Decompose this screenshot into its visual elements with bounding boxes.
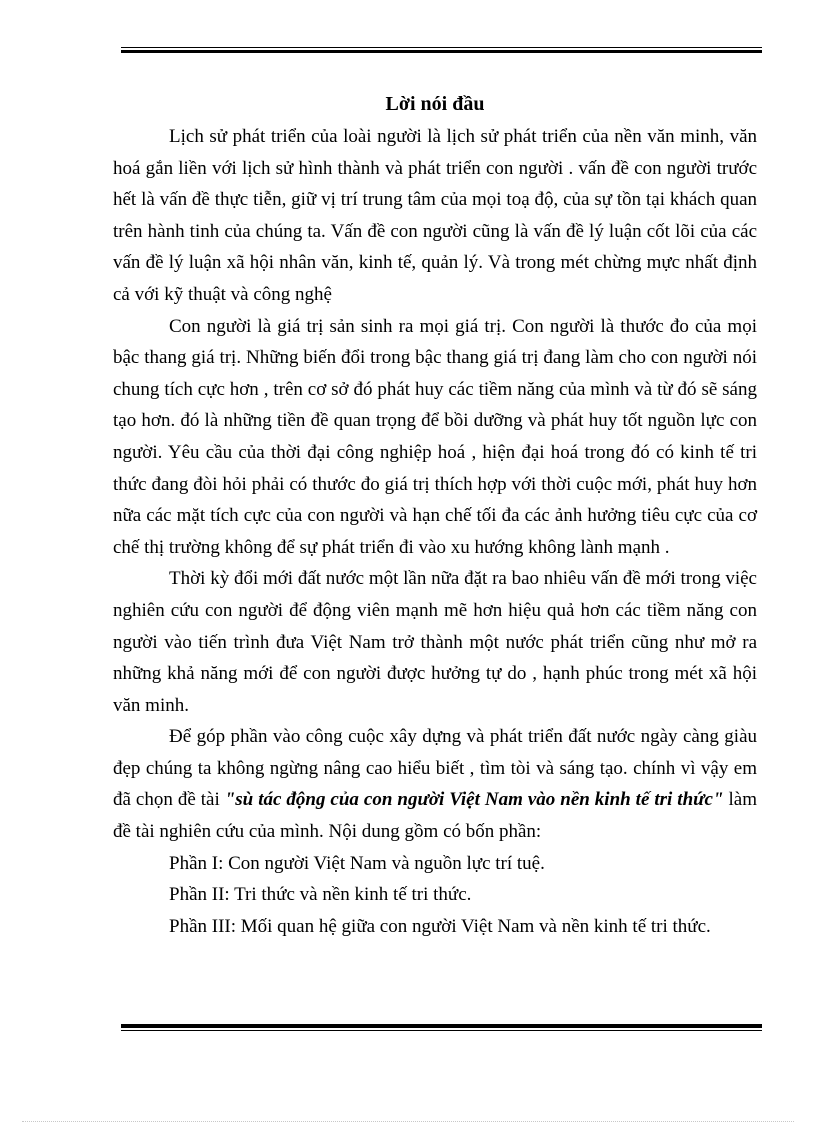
paragraph-2: Con người là giá trị sản sinh ra mọi giá trị. Con người là thước đo của mọi bậc thang giá trị. Những biến đổi trong bậc thang giá trị đang làm cho con người nói chung tích cực hơn , trên cơ sở đó phát huy các tiềm năng của mình và từ đó sẽ sáng tạo hơn. đó là những tiền đề quan trọng để bồi dưỡng và phát huy tốt nguồn lực con người. Yêu cầu của thời đại công nghiệp hoá , hiện đại hoá trong đó có kinh tế tri thức đang đòi hỏi phải có thước đo giá trị thích hợp với thời cuộc mới, phát huy hơn nữa các mặt tích cực của con người và hạn chế tối đa các ảnh hưởng tiêu cực của cơ chế thị trường không để sự phát triển đi vào xu hướng không lành mạnh . <box>113 315 757 558</box>
document-body <box>113 88 757 942</box>
header-rule-thick-line <box>121 50 762 53</box>
part-1-item: Phần I: Con người Việt Nam và nguồn lực trí tuệ. <box>169 852 545 874</box>
header-rule <box>121 47 762 53</box>
paragraph-3: Thời kỳ đổi mới đất nước một lần nữa đặt ra bao nhiêu vấn đề mới trong việc nghiên cứu con người để động viên mạnh mẽ hơn hiệu quả hơn các tiềm năng con người vào tiến trình đưa Việt Nam trở thành một nước phát triển cũng như mở ra những khả năng mới để con người được hưởng tự do , hạnh phúc trong mét xã hội văn minh. <box>113 568 757 716</box>
page-boundary <box>22 1121 794 1122</box>
part-2-item: Phần II: Tri thức và nền kinh tế tri thức. <box>169 884 472 906</box>
paragraph-4-intro: Để góp phần vào công cuộc xây dựng và phát triển đất nước ngày càng giàu đẹp chúng ta không ngừng nâng cao hiểu biết , tìm tòi và sáng tạo. chính vì vậy em đã chọn đề tài <box>113 726 757 811</box>
topic-title: "sù tác động của con người Việt Nam vào nền kinh tế tri thức" <box>224 789 724 811</box>
paragraph-1: Lịch sử phát triển của loài người là lịch sử phát triển của nền văn minh, văn hoá gắn liền với lịch sử hình thành và phát triển con người . vấn đề con người trước hết là vấn đề thực tiễn, giữ vị trí trung tâm của mọi toạ độ, của sự tồn tại khách quan trên hành tinh của chúng ta. Vấn đề con người cũng là vấn đề lý luận cốt lõi của các vấn đề lý luận xã hội nhân văn, kinh tế, quản lý. Và trong mét chừng mực nhất định cả với kỹ thuật và công nghệ <box>113 126 757 305</box>
document-title: Lời nói đầu <box>385 93 485 115</box>
header-rule-thin-line <box>121 47 762 48</box>
footer-rule <box>121 1024 762 1031</box>
footer-rule-thick-line <box>121 1024 762 1028</box>
paragraph-4 <box>113 721 757 847</box>
part-3-item: Phần III: Mối quan hệ giữa con người Việt Nam và nền kinh tế tri thức. <box>169 915 711 937</box>
footer-rule-thin-line <box>121 1030 762 1031</box>
paragraph-4-outro: làm đề tài nghiên cứu của mình. Nội dung gồm có bốn phần: <box>113 789 757 843</box>
